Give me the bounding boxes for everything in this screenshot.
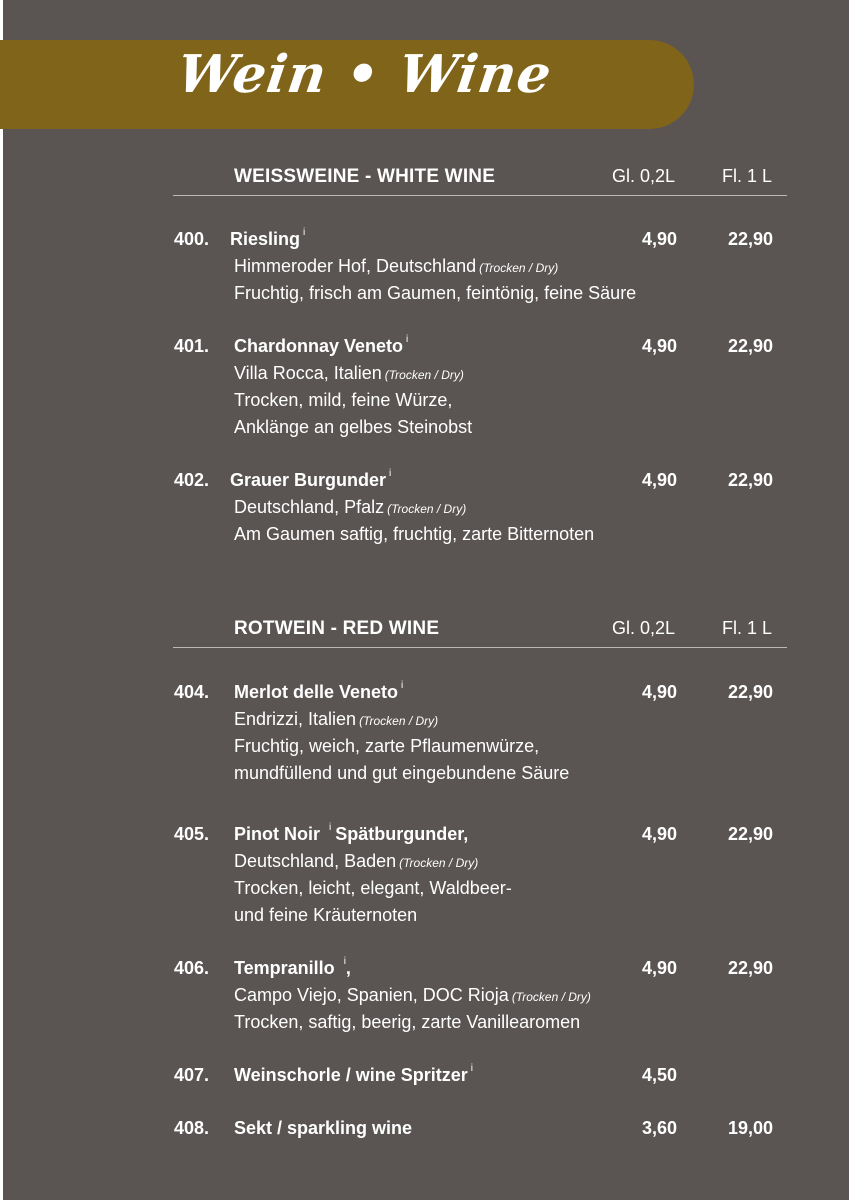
price-glass: 4,90 [642, 682, 678, 702]
info-mark: i [329, 822, 332, 833]
price-bottle: 22,90 [728, 958, 774, 978]
item-note: (Trocken / Dry) [399, 856, 479, 870]
item-number: 407. [174, 1065, 210, 1085]
price-bottle: 22,90 [728, 229, 774, 249]
section-title: WEISSWEINE - WHITE WINE [234, 166, 496, 187]
section-divider [173, 647, 787, 648]
item-number: 401. [174, 336, 210, 356]
item-description: Anklänge an gelbes Steinobst [234, 417, 473, 437]
page-title: Wein • Wine [173, 44, 556, 105]
item-origin: Himmeroder Hof, Deutschland (Trocken / Dry) [234, 256, 559, 276]
item-origin: Villa Rocca, Italien (Trocken / Dry) [234, 363, 464, 383]
item-origin: Endrizzi, Italien (Trocken / Dry) [234, 709, 439, 729]
section-divider [173, 195, 787, 196]
item-number: 408. [174, 1118, 210, 1138]
price-bottle: 22,90 [728, 824, 774, 844]
column-glass-label: Gl. 0,2L [612, 618, 676, 638]
section-title: ROTWEIN - RED WINE [234, 618, 440, 639]
info-mark: i [389, 468, 392, 479]
info-mark: i [343, 956, 346, 967]
item-name: Chardonnay Veneto $^i$ [234, 334, 409, 356]
info-mark: i [401, 680, 404, 691]
item-number: 400. [174, 229, 210, 249]
item-description: Trocken, saftig, beerig, zarte Vanillearomen [234, 1012, 581, 1032]
price-glass: 4,90 [642, 336, 678, 356]
item-number: 406. [174, 958, 210, 978]
item-number: 402. [174, 470, 210, 490]
price-bottle: 22,90 [728, 470, 774, 490]
item-name: Tempranillo $^i$, [234, 956, 351, 978]
item-origin: Campo Viejo, Spanien, DOC Rioja (Trocken / Dry) [234, 985, 591, 1005]
price-glass: 4,90 [642, 824, 678, 844]
section-header-red-wine [0, 618, 849, 648]
item-description: Fruchtig, frisch am Gaumen, feintönig, feine Säure [234, 283, 637, 303]
item-number: 405. [174, 824, 210, 844]
price-glass: 4,50 [642, 1065, 678, 1085]
item-origin: Deutschland, Pfalz (Trocken / Dry) [234, 497, 467, 517]
item-name: Grauer Burgunder $^i$ [230, 468, 392, 490]
item-name: Merlot delle Veneto $^i$ [234, 680, 404, 702]
price-glass: 4,90 [642, 229, 678, 249]
price-bottle: 19,00 [728, 1118, 774, 1138]
price-glass: 4,90 [642, 470, 678, 490]
item-name: Weinschorle / wine Spritzer $^i$ [234, 1063, 473, 1085]
item-note: (Trocken / Dry) [384, 368, 464, 382]
item-name: Pinot Noir $^i$ Spätburgunder, [234, 822, 469, 844]
item-description: und feine Kräuternoten [234, 905, 418, 925]
item-description: Am Gaumen saftig, fruchtig, zarte Bitternoten [234, 524, 595, 544]
item-note: (Trocken / Dry) [511, 990, 591, 1004]
column-bottle-label: Fl. 1 L [722, 618, 773, 638]
item-note: (Trocken / Dry) [479, 261, 559, 275]
price-glass: 3,60 [642, 1118, 678, 1138]
item-number: 404. [174, 682, 210, 702]
price-glass: 4,90 [642, 958, 678, 978]
item-name: Sekt / sparkling wine [234, 1118, 413, 1138]
section-header-white-wine [0, 166, 849, 196]
info-mark: i [406, 334, 409, 345]
item-description: Fruchtig, weich, zarte Pflaumenwürze, [234, 736, 540, 756]
info-mark: i [470, 1063, 473, 1074]
item-description: Trocken, mild, feine Würze, [234, 390, 453, 410]
item-description: mundfüllend und gut eingebundene Säure [234, 763, 570, 783]
item-note: (Trocken / Dry) [359, 714, 439, 728]
item-name: Riesling $^i$ [230, 227, 306, 249]
item-note: (Trocken / Dry) [387, 502, 467, 516]
price-bottle: 22,90 [728, 682, 774, 702]
item-description: Trocken, leicht, elegant, Waldbeer- [234, 878, 512, 898]
column-bottle-label: Fl. 1 L [722, 166, 773, 186]
price-bottle: 22,90 [728, 336, 774, 356]
column-glass-label: Gl. 0,2L [612, 166, 676, 186]
info-mark: i [303, 227, 306, 238]
item-origin: Deutschland, Baden (Trocken / Dry) [234, 851, 479, 871]
